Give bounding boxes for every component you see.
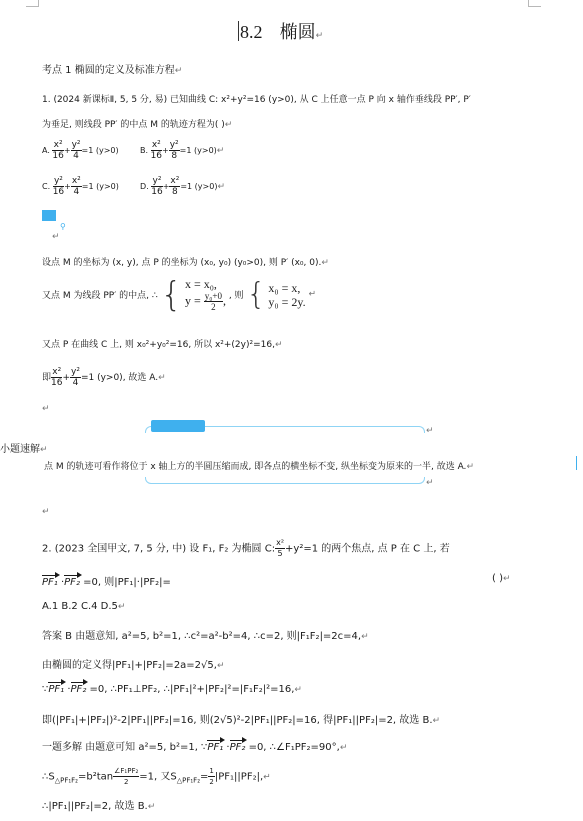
left-brace-2: { (246, 276, 266, 312)
q2-line3: ∵PF₁ ·PF₂ =0, ∴PF₁⊥PF₂, ∴|PF₁|²+|PF₂|²=|F₁F₂|²=16,↵ (42, 684, 302, 695)
corner-mark-left (26, 0, 39, 7)
text-cursor (576, 456, 577, 470)
section-title: 椭圆 (279, 22, 316, 43)
paragraph-mark: ↵ (426, 426, 434, 436)
q1-option-d: D. $\frac{\text{y²}}{16}$ + $\frac{\text{x²}}{8}$ =1 (y>0)↵ (140, 176, 225, 197)
q2-line7: ∴|PF₁||PF₂|=2, 故选 B.↵ (42, 801, 156, 812)
q2-line4: 即(|PF₁|+|PF₂|)²-2|PF₁||PF₂|=16, 则(2√5)²-2|PF₁||PF₂|=16, 得|PF₁||PF₂|=2, 故选 B.↵ (42, 715, 441, 726)
q1-solution-line1: 设点 M 的坐标为 (x, y), 点 P 的坐标为 (x₀, y₀) (y₀>0), 则 P′ (x₀, 0).↵ (42, 258, 329, 268)
q1-option-b: B. $\frac{\text{x²}}{16}$ + $\frac{\text{y²}}{8}$ =1 (y>0)↵ (140, 140, 225, 161)
q2-options: A.1 B.2 C.4 D.5↵ (42, 601, 126, 612)
topic-heading: 考点 1 椭圆的定义及标准方程↵ (42, 65, 183, 76)
q1-solution-line2: 又点 M 为线段 PP′ 的中点, ∴ { x = x₀, y = $\frac{\text{y₀+0}}{2}$ , , 则 { x₀ = x, y₀ = 2y. ↵ (42, 274, 316, 315)
cursor-bar (238, 21, 239, 41)
q2-line5: 一题多解 由题意可知 a²=5, b²=1, ∵PF₁ ·PF₂ =0, ∴∠F₁PF₂=90°,↵ (42, 742, 348, 753)
q1-option-a: A. $\frac{\text{x²}}{16}$ + $\frac{\text{y²}}{4}$ =1 (y>0) (42, 140, 119, 161)
q2-stem: 2. (2023 全国甲文, 7, 5 分, 中) 设 F₁, F₂ 为椭圆 C: $\frac{\text{x²}}{5}$ +y²=1 的两个焦点, 点 P 在 C 上, 若 (42, 538, 450, 558)
left-brace-1: { (160, 274, 183, 315)
answer-marker-box (42, 210, 56, 221)
corner-mark-right (528, 0, 541, 7)
paragraph-mark: ↵ (42, 507, 50, 517)
section-heading (238, 18, 323, 44)
paragraph-mark: ↵ (426, 478, 434, 488)
q2-answer: 答案 B 由题意知, a²=5, b²=1, ∴c²=a²-b²=4, ∴c=2, 则|F₁F₂|=2c=4,↵ (42, 631, 369, 642)
paragraph-mark: ↵ (42, 404, 50, 414)
paragraph-mark: ↵ (52, 232, 60, 242)
q1-solution-line3: 又点 P 在曲线 C 上, 则 x₀²+y₀²=16, 所以 x²+(2y)²=16,↵ (42, 340, 283, 350)
q2-line2: 由椭圆的定义得|PF₁|+|PF₂|=2a=2√5,↵ (42, 660, 225, 671)
q1-option-c: C. $\frac{\text{y²}}{16}$ + $\frac{\text{x²}}{4}$ =1 (y>0) (42, 176, 119, 197)
paragraph-mark: ↵ (315, 31, 324, 41)
q2-line6: $\therefore S_{\triangle PF_1F_2}=b^2\tan$ $\frac{\text{∠F₁PF₂}}{2}$ =1, 又$S_{\triangle PF_1F_2}=$ $\frac{1}{2}$ |PF₁||PF₂|,↵ (42, 767, 271, 786)
q1-stem-line2: 为垂足, 则线段 PP′ 的中点 M 的轨迹方程为( )↵ (42, 120, 233, 130)
q1-solution-line4: 即 $\frac{\text{x²}}{16}$ + $\frac{\text{y²}}{4}$ =1 (y>0), 故选 A.↵ (42, 367, 166, 388)
quick-solve-label: 小题速解↵ (0, 444, 48, 455)
quick-solve-text: 点 M 的轨迹可看作将位于 x 轴上方的半圆压缩而成, 即各点的横坐标不变, 纵坐标变为原来的一半, 故选 A.↵ (44, 462, 474, 472)
q2-condition: PF₁ ·PF₂ =0, 则|PF₁|·|PF₂|= (42, 577, 171, 588)
q2-answer-paren: ( )↵ (492, 573, 511, 584)
small-flag-icon: ⚲ (60, 222, 66, 231)
quick-solve-tab (151, 420, 205, 432)
q1-stem-line1: 1. (2024 新课标Ⅱ, 5, 5 分, 易) 已知曲线 C: x²+y²=16 (y>0), 从 C 上任意一点 P 向 x 轴作垂线段 PP′, P′ (42, 95, 471, 105)
quick-solve-frame-bottom (145, 477, 425, 484)
section-number: 8.2 (240, 22, 263, 42)
